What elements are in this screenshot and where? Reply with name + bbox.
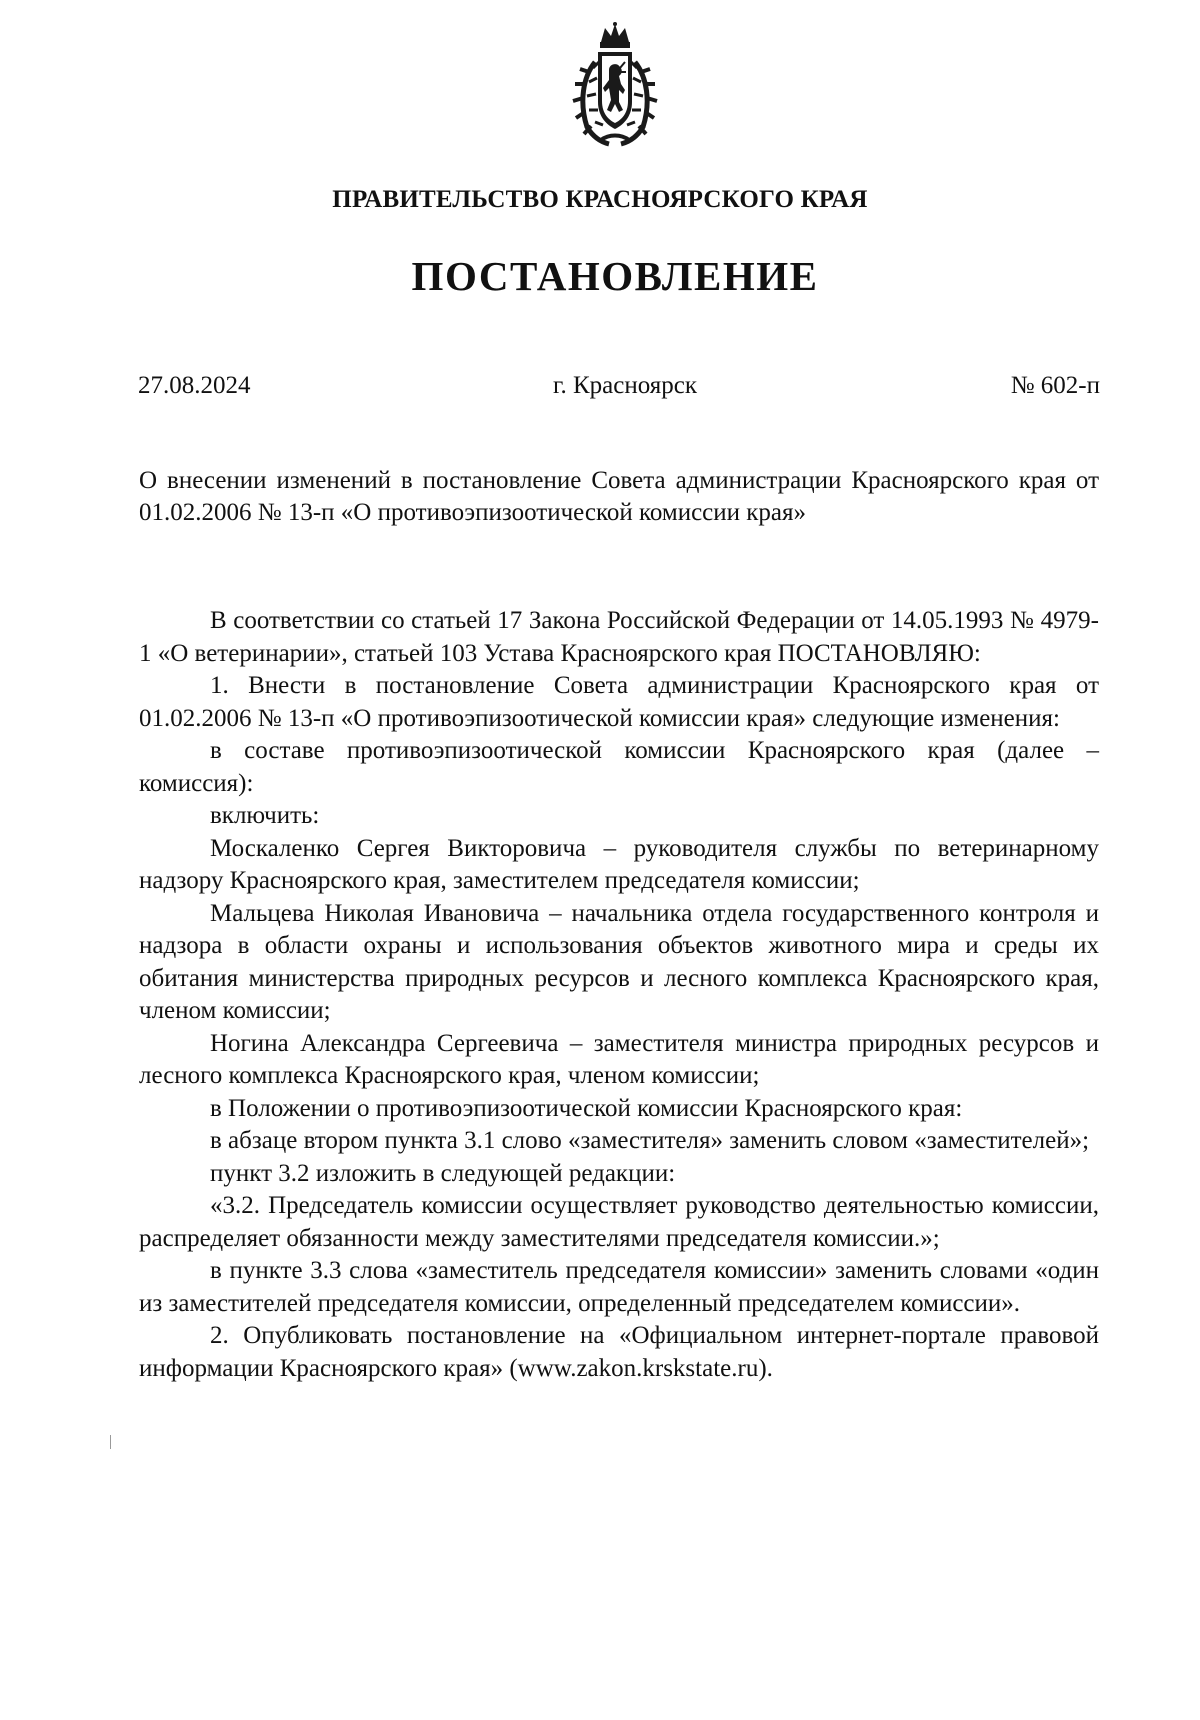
regulation-paragraph: в Положении о противоэпизоотической комиссии Красноярского края: [210, 1094, 963, 1122]
document-city: г. Красноярск [553, 372, 697, 399]
item-1-paragraph: 1. Внести в постановление Совета администрации Красноярского края от 01.02.2006 № 13-п «О противоэпизоотической комиссии края» следующие изменения: [139, 672, 1099, 732]
composition-paragraph: в составе противоэпизоотической комиссии Красноярского края (далее – комиссия): [139, 737, 1099, 797]
scan-artifact [110, 1435, 111, 1449]
person-2-paragraph: Мальцева Николая Ивановича – начальника отдела государственного контроля и надзора в области охраны и использования объектов животного мира и среды их обитания министерства природных ресурсов и лесного комплекса Красноярского края, членом комиссии; [139, 899, 1099, 1024]
document-subject: О внесении изменений в постановление Совета администрации Красноярского края от 01.02.2006 № 13-п «О противоэпизоотической комиссии края» [139, 467, 1099, 526]
person-1-paragraph: Москаленко Сергея Викторовича – руководителя службы по ветеринарному надзору Красноярского края, заместителем председателя комиссии; [139, 834, 1099, 894]
document-date: 27.08.2024 [138, 372, 251, 399]
clause-3-3-paragraph: в пункте 3.3 слова «заместитель председателя комиссии» заменить словами «один из заместителей председателя комиссии, определенный председателем комиссии». [139, 1257, 1099, 1317]
clause-3-2-text-paragraph: «3.2. Председатель комиссии осуществляет руководство деятельностью комиссии, распределяет обязанности между заместителями председателя комиссии.»; [139, 1192, 1099, 1252]
clause-3-1-paragraph: в абзаце втором пункта 3.1 слово «заместителя» заменить словом «заместителей»; [210, 1127, 1090, 1154]
organization-title: ПРАВИТЕЛЬСТВО КРАСНОЯРСКОГО КРАЯ [332, 186, 868, 213]
coat-of-arms-icon [565, 22, 665, 152]
item-2-paragraph: 2. Опубликовать постановление на «Официальном интернет-портале правовой информации Красноярского края» (www.zakon.krskstate.ru). [139, 1322, 1099, 1382]
person-3-paragraph: Ногина Александра Сергеевича – заместителя министра природных ресурсов и лесного комплекса Красноярского края, членом комиссии; [139, 1029, 1099, 1089]
document-type-title: ПОСТАНОВЛЕНИЕ [411, 253, 819, 299]
document-number: № 602-п [1010, 372, 1100, 399]
include-paragraph: включить: [210, 802, 320, 829]
preamble-paragraph: В соответствии со статьей 17 Закона Российской Федерации от 14.05.1993 № 4979-1 «О ветеринарии», статьей 103 Устава Красноярского края ПОСТАНОВЛЯЮ: [139, 607, 1099, 667]
clause-3-2-intro-paragraph: пункт 3.2 изложить в следующей редакции: [210, 1159, 676, 1187]
document-body [139, 605, 1099, 1385]
